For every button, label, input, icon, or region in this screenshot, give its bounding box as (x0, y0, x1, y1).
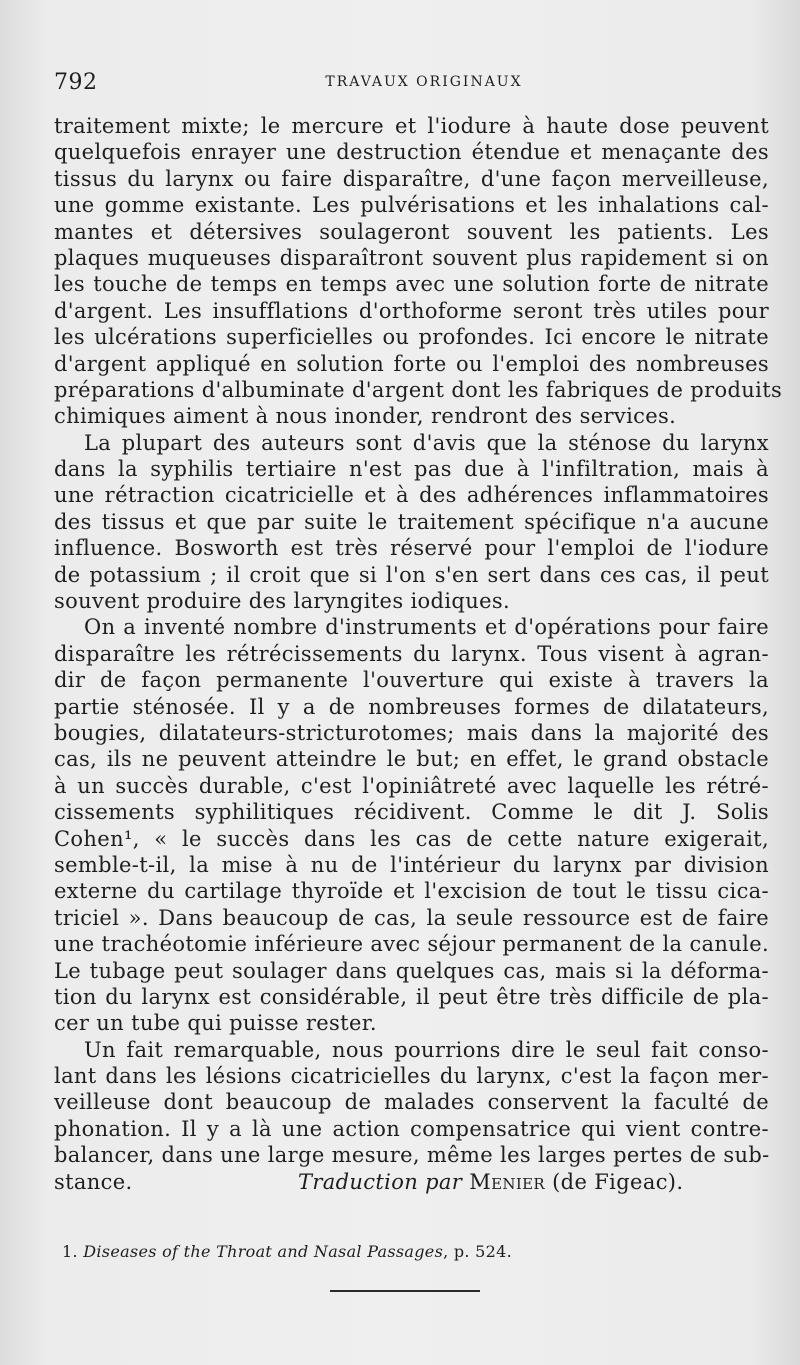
running-head: TRAVAUX ORIGINAUX (325, 74, 523, 90)
text-line: partie sténosée. Il y a de nombreuses formes de dilatateurs, (54, 694, 769, 719)
text-line: une rétraction cicatricielle et à des adhérences inflammatoires (54, 483, 769, 508)
body-text (54, 113, 783, 1195)
page-header (54, 70, 754, 100)
text-line: les ulcérations superficielles ou profondes. Ici encore le nitrate (54, 325, 769, 350)
footnote (62, 1242, 762, 1261)
text-line-end: stance. (54, 1169, 133, 1194)
text-line: balancer, dans une large mesure, même les larges pertes de sub- (54, 1143, 770, 1168)
text-line: à un succès durable, c'est l'opiniâtreté avec laquelle les rétré- (54, 773, 769, 798)
text-line: lant dans les lésions cicatricielles du larynx, c'est la façon mer- (54, 1064, 769, 1089)
footnote-title: Diseases of the Throat and Nasal Passages (83, 1242, 444, 1261)
translator-place: (de Figeac). (552, 1169, 684, 1194)
text-line: Un fait remarquable, nous pourrions dire le seul fait conso- (84, 1037, 769, 1062)
text-line: plaques muqueuses disparaîtront souvent plus rapidement si on (54, 245, 769, 270)
text-line: veilleuse dont beaucoup de malades conservent la faculté de (54, 1090, 769, 1115)
text-line: externe du cartilage thyroïde et l'excision de tout le tissu cica- (54, 879, 769, 904)
text-line: chimiques aiment à nous inonder, rendront des services. (54, 404, 677, 429)
text-line: cas, ils ne peuvent atteindre le but; en effet, le grand obstacle (54, 747, 769, 772)
text-line: quelquefois enrayer une destruction étendue et menaçante des (54, 140, 769, 165)
text-line: cissements syphilitiques récidivent. Comme le dit J. Solis (54, 800, 769, 825)
text-line: d'argent appliqué en solution forte ou l'emploi des nombreuses (54, 351, 769, 376)
text-line: d'argent. Les insufflations d'orthoforme seront très utiles pour (54, 298, 769, 323)
footnote-ref: , p. 524. (443, 1242, 513, 1261)
text-line: une gomme existante. Les pulvérisations et les inhalations cal- (54, 193, 769, 218)
text-line: bougies, dilatateurs-stricturotomes; mais dans la majorité des (54, 720, 769, 745)
text-line: une trachéotomie inférieure avec séjour permanent de la canule. (54, 932, 770, 957)
text-line: Le tubage peut soulager dans quelques cas, mais si la déforma- (54, 958, 769, 983)
text-line: des tissus et que par suite le traitement spécifique n'a aucune (54, 509, 769, 534)
text-line: On a inventé nombre d'instruments et d'opérations pour faire (84, 615, 769, 640)
text-line: triciel ». Dans beaucoup de cas, la seule ressource est de faire (54, 905, 769, 930)
text-line: phonation. Il y a là une action compensatrice qui vient contre- (54, 1116, 769, 1141)
text-line: cer un tube qui puisse rester. (54, 1011, 377, 1036)
text-line: les touche de temps en temps avec une solution forte de nitrate (54, 272, 769, 297)
text-line: souvent produire des laryngites iodiques. (54, 589, 511, 614)
text-line: semble-t-il, la mise à nu de l'intérieur du larynx par division (54, 852, 769, 877)
text-line: de potassium ; il croit que si l'on s'en sert dans ces cas, il peut (54, 562, 769, 587)
text-line: La plupart des auteurs sont d'avis que la sténose du larynx (84, 430, 769, 455)
translator-credit (298, 1169, 683, 1195)
footnote-number: 1. (62, 1242, 78, 1261)
translator-prefix: Traduction par (298, 1169, 463, 1194)
page-number: 792 (54, 70, 98, 95)
text-line: dir de façon permanente l'ouverture qui existe à travers la (54, 668, 769, 693)
bottom-rule (330, 1290, 480, 1292)
text-line: tissus du larynx ou faire disparaître, d'une façon merveilleuse, (54, 166, 769, 191)
text-line: influence. Bosworth est très réservé pour l'emploi de l'iodure (54, 536, 769, 561)
text-line: Cohen¹, « le succès dans les cas de cette nature exigerait, (54, 826, 769, 851)
translator-name: Menier (469, 1169, 546, 1194)
text-line: dans la syphilis tertiaire n'est pas due à l'infiltration, mais à (54, 457, 769, 482)
text-line: tion du larynx est considérable, il peut être très difficile de pla- (54, 984, 769, 1009)
text-line: traitement mixte; le mercure et l'iodure à haute dose peuvent (54, 114, 769, 138)
text-line: préparations d'albuminate d'argent dont les fabriques de produits (54, 377, 783, 402)
signature-line (54, 1169, 769, 1195)
text-line: mantes et détersives soulageront souvent les patients. Les (54, 219, 769, 244)
text-line: disparaître les rétrécissements du larynx. Tous visent à agran- (54, 641, 769, 666)
